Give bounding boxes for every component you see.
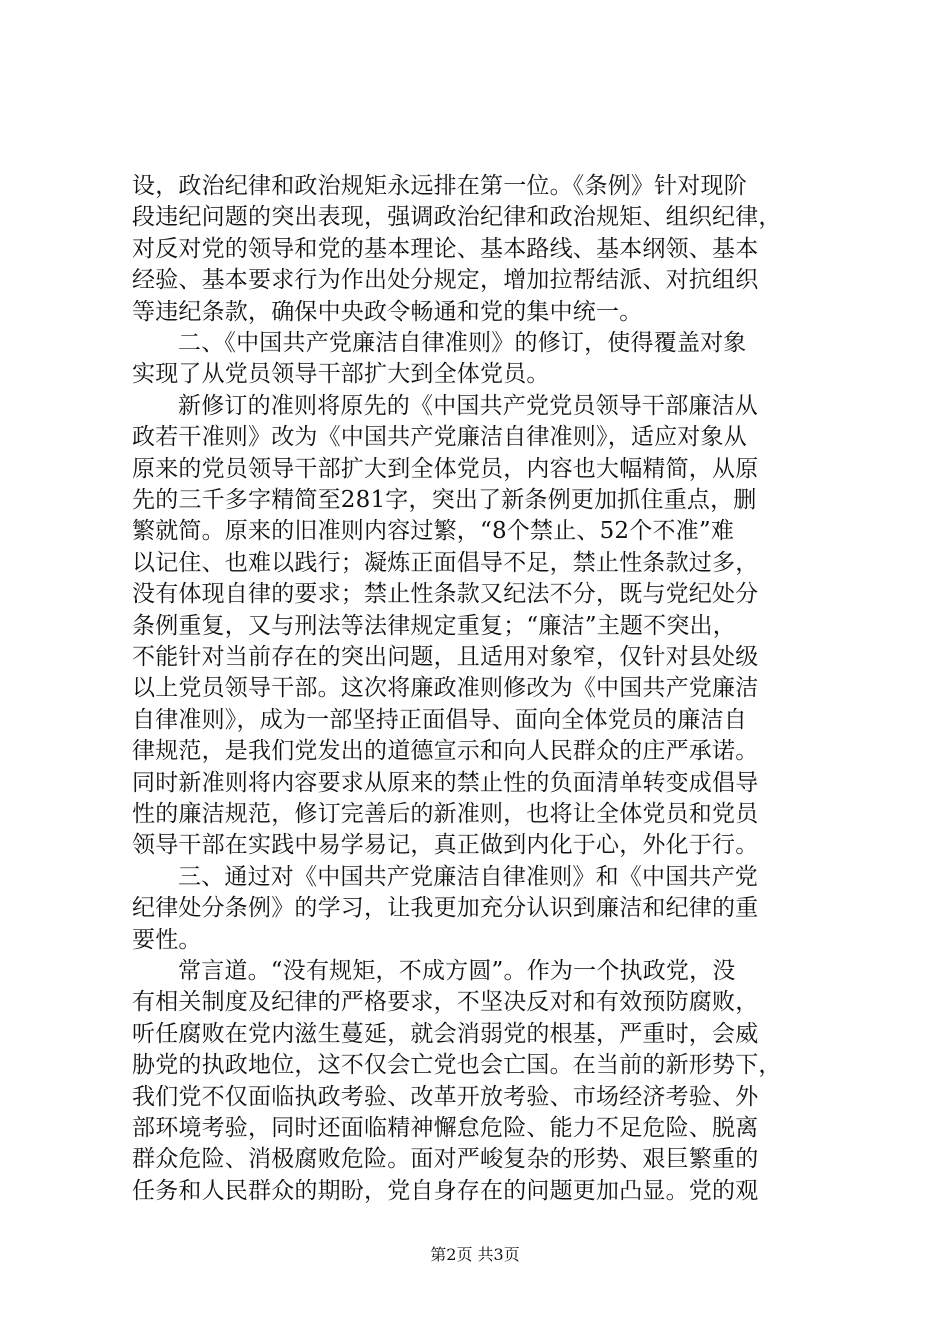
text-line: 胁党的执政地位，这不仅会亡党也会亡国。在当前的新形势下， <box>132 1052 782 1079</box>
text-line: 任务和人民群众的期盼，党自身存在的问题更加凸显。党的观 <box>132 1177 759 1204</box>
text-line: 我们党不仅面临执政考验、改革开放考验、市场经济考验、外 <box>132 1083 759 1110</box>
text-line: 政若干准则》改为《中国共产党廉洁自律准则》，适应对象从 <box>132 424 747 451</box>
text-line: 自律准则》，成为一部坚持正面倡导、面向全体党员的廉洁自 <box>132 706 747 733</box>
text-line: 要性。 <box>132 926 202 953</box>
text-line: 先的三千多字精简至281字，突出了新条例更加抓住重点，删 <box>132 487 757 513</box>
text-line: 同时新准则将内容要求从原来的禁止性的负面清单转变成倡导 <box>132 769 759 796</box>
text-line: 原来的党员领导干部扩大到全体党员，内容也大幅精简，从原 <box>132 455 759 482</box>
text-line: 二、《中国共产党廉洁自律准则》的修订，使得覆盖对象 <box>178 330 747 356</box>
text-line: 听任腐败在党内滋生蔓延，就会消弱党的根基，严重时，会威 <box>132 1020 759 1047</box>
text-line: 群众危险、消极腐败危险。面对严峻复杂的形势、艰巨繁重的 <box>132 1146 759 1173</box>
text-line: 实现了从党员领导干部扩大到全体党员。 <box>132 361 550 388</box>
text-line: 没有体现自律的要求；禁止性条款又纪法不分，既与党纪处分 <box>132 581 759 608</box>
text-line: 领导干部在实践中易学易记，真正做到内化于心，外化于行。 <box>132 832 759 859</box>
text-line: 纪律处分条例》的学习，让我更加充分认识到廉洁和纪律的重 <box>132 895 759 922</box>
text-line: 等违纪条款，确保中央政令畅通和党的集中统一。 <box>132 298 643 325</box>
text-line: 繁就简。原来的旧准则内容过繁，“8个禁止、52个不准”难 <box>132 518 735 545</box>
text-line: 三、通过对《中国共产党廉洁自律准则》和《中国共产党 <box>178 863 758 890</box>
text-line: 以上党员领导干部。这次将廉政准则修改为《中国共产党廉洁 <box>132 675 759 702</box>
text-line: 对反对党的领导和党的基本理论、基本路线、基本纲领、基本 <box>132 235 759 262</box>
text-line: 条例重复，又与刑法等法律规定重复；“廉洁”主题不突出， <box>132 612 736 639</box>
text-line: 性的廉洁规范，修订完善后的新准则，也将让全体党员和党员 <box>132 801 759 827</box>
text-line: 新修订的准则将原先的《中国共产党党员领导干部廉洁从 <box>178 392 758 419</box>
text-line: 部环境考验，同时还面临精神懈怠危险、能力不足危险、脱离 <box>132 1115 759 1141</box>
text-line: 律规范，是我们党发出的道德宣示和向人民群众的庄严承诺。 <box>132 738 759 765</box>
text-line: 设，政治纪律和政治规矩永远排在第一位。《条例》针对现阶 <box>132 173 747 199</box>
text-line: 经验、基本要求行为作出处分规定，增加拉帮结派、对抗组织 <box>132 267 759 294</box>
text-line: 以记住、也难以践行；凝炼正面倡导不足，禁止性条款过多， <box>132 549 759 576</box>
page-footer: 第2页 共3页 <box>430 1245 520 1264</box>
text-line: 有相关制度及纪律的严格要求，不坚决反对和有效预防腐败， <box>132 989 759 1016</box>
text-line: 段违纪问题的突出表现，强调政治纪律和政治规矩、组织纪律， <box>132 204 782 231</box>
text-line: 常言道。“没有规矩，不成方圆”。作为一个执政党，没 <box>178 958 736 984</box>
text-line: 不能针对当前存在的突出问题，且适用对象窄，仅针对县处级 <box>132 644 759 670</box>
